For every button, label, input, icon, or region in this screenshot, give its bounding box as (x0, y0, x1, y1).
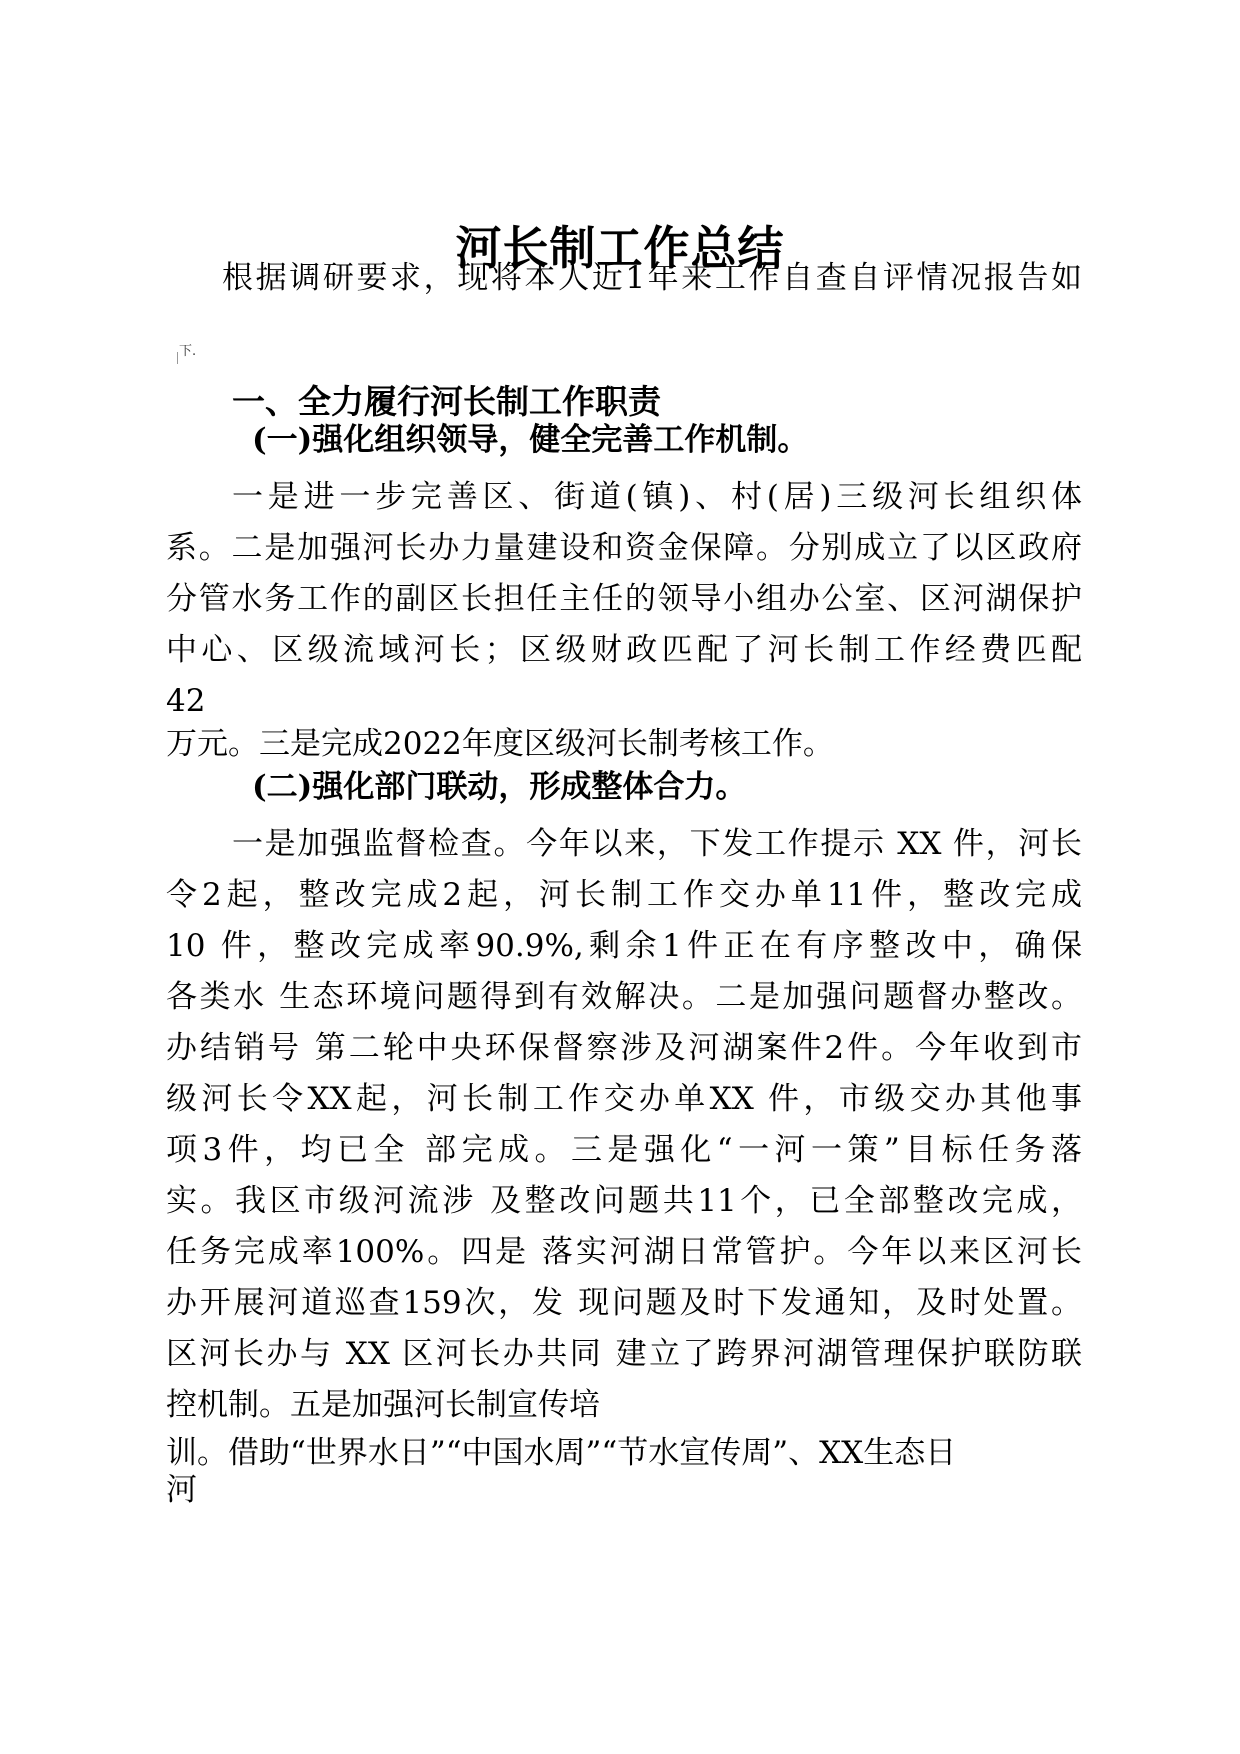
subsection-heading-1: (一)强化组织领导，健全完善工作机制。 (252, 422, 809, 458)
paragraph-1-line-5: 42 (166, 683, 206, 719)
paragraph-1-line-2: 系。二是加强河长办力量建设和资金保障。分别成立了以区政府 (166, 530, 1082, 566)
paragraph-2-line-2: 令2起，整改完成2起，河长制工作交办单11件，整改完成 (166, 877, 1082, 913)
cursor-mark (177, 352, 178, 364)
paragraph-2-line-9: 任务完成率100%。四是 落实河湖日常管护。今年以来区河长 (166, 1234, 1082, 1270)
section-heading-1: 一、全力履行河长制工作职责 (232, 382, 661, 421)
document-title: 河长制工作总结 (455, 221, 785, 275)
paragraph-2-line-10: 办开展河道巡查159次，发 现问题及时下发通知，及时处置。 (166, 1285, 1082, 1321)
paragraph-1-line-1: 一是进一步完善区、街道(镇)、村(居)三级河长组织体 (232, 479, 1082, 515)
paragraph-1-line-3: 分管水务工作的副区长担任主任的领导小组办公室、区河湖保护 (166, 581, 1082, 617)
paragraph-2-line-14: 河 (166, 1472, 197, 1508)
paragraph-2-line-8: 实。我区市级河流涉 及整改问题共11个，已全部整改完成， (166, 1183, 1082, 1219)
paragraph-intro-line-1: 根据调研要求，现将本人近1年来工作自查自评情况报告如 (222, 260, 1082, 296)
paragraph-2-line-6: 级河长令XX起，河长制工作交办单XX 件，市级交办其他事 (166, 1081, 1082, 1117)
paragraph-2-line-11: 区河长办与 XX 区河长办共同 建立了跨界河湖管理保护联防联 (166, 1336, 1082, 1372)
paragraph-1-line-4: 中心、区级流域河长；区级财政匹配了河长制工作经费匹配 (166, 632, 1082, 668)
paragraph-2-line-1: 一是加强监督检查。今年以来，下发工作提示 XX 件，河长 (232, 826, 1082, 862)
paragraph-2-line-12: 控机制。五是加强河长制宣传培 (166, 1387, 600, 1423)
paragraph-2-line-3: 10 件，整改完成率90.9%,剩余1件正在有序整改中，确保 (166, 928, 1082, 964)
subsection-heading-2: (二)强化部门联动，形成整体合力。 (252, 769, 747, 805)
paragraph-2-line-4: 各类水 生态环境问题得到有效解决。二是加强问题督办整改。 (166, 979, 1082, 1015)
paragraph-2-line-7: 项3件，均已全 部完成。三是强化“一河一策”目标任务落 (166, 1132, 1082, 1168)
paragraph-1-line-6: 万元。三是完成2022年度区级河长制考核工作。 (166, 726, 834, 762)
paragraph-2-line-5: 办结销号 第二轮中央环保督察涉及河湖案件2件。今年收到市 (166, 1030, 1082, 1066)
paragraph-2-line-13: 训。借助“世界水日”“中国水周”“节水宣传周”、XX生态日 (166, 1435, 957, 1471)
paragraph-intro-line-2: 下. (179, 344, 197, 359)
